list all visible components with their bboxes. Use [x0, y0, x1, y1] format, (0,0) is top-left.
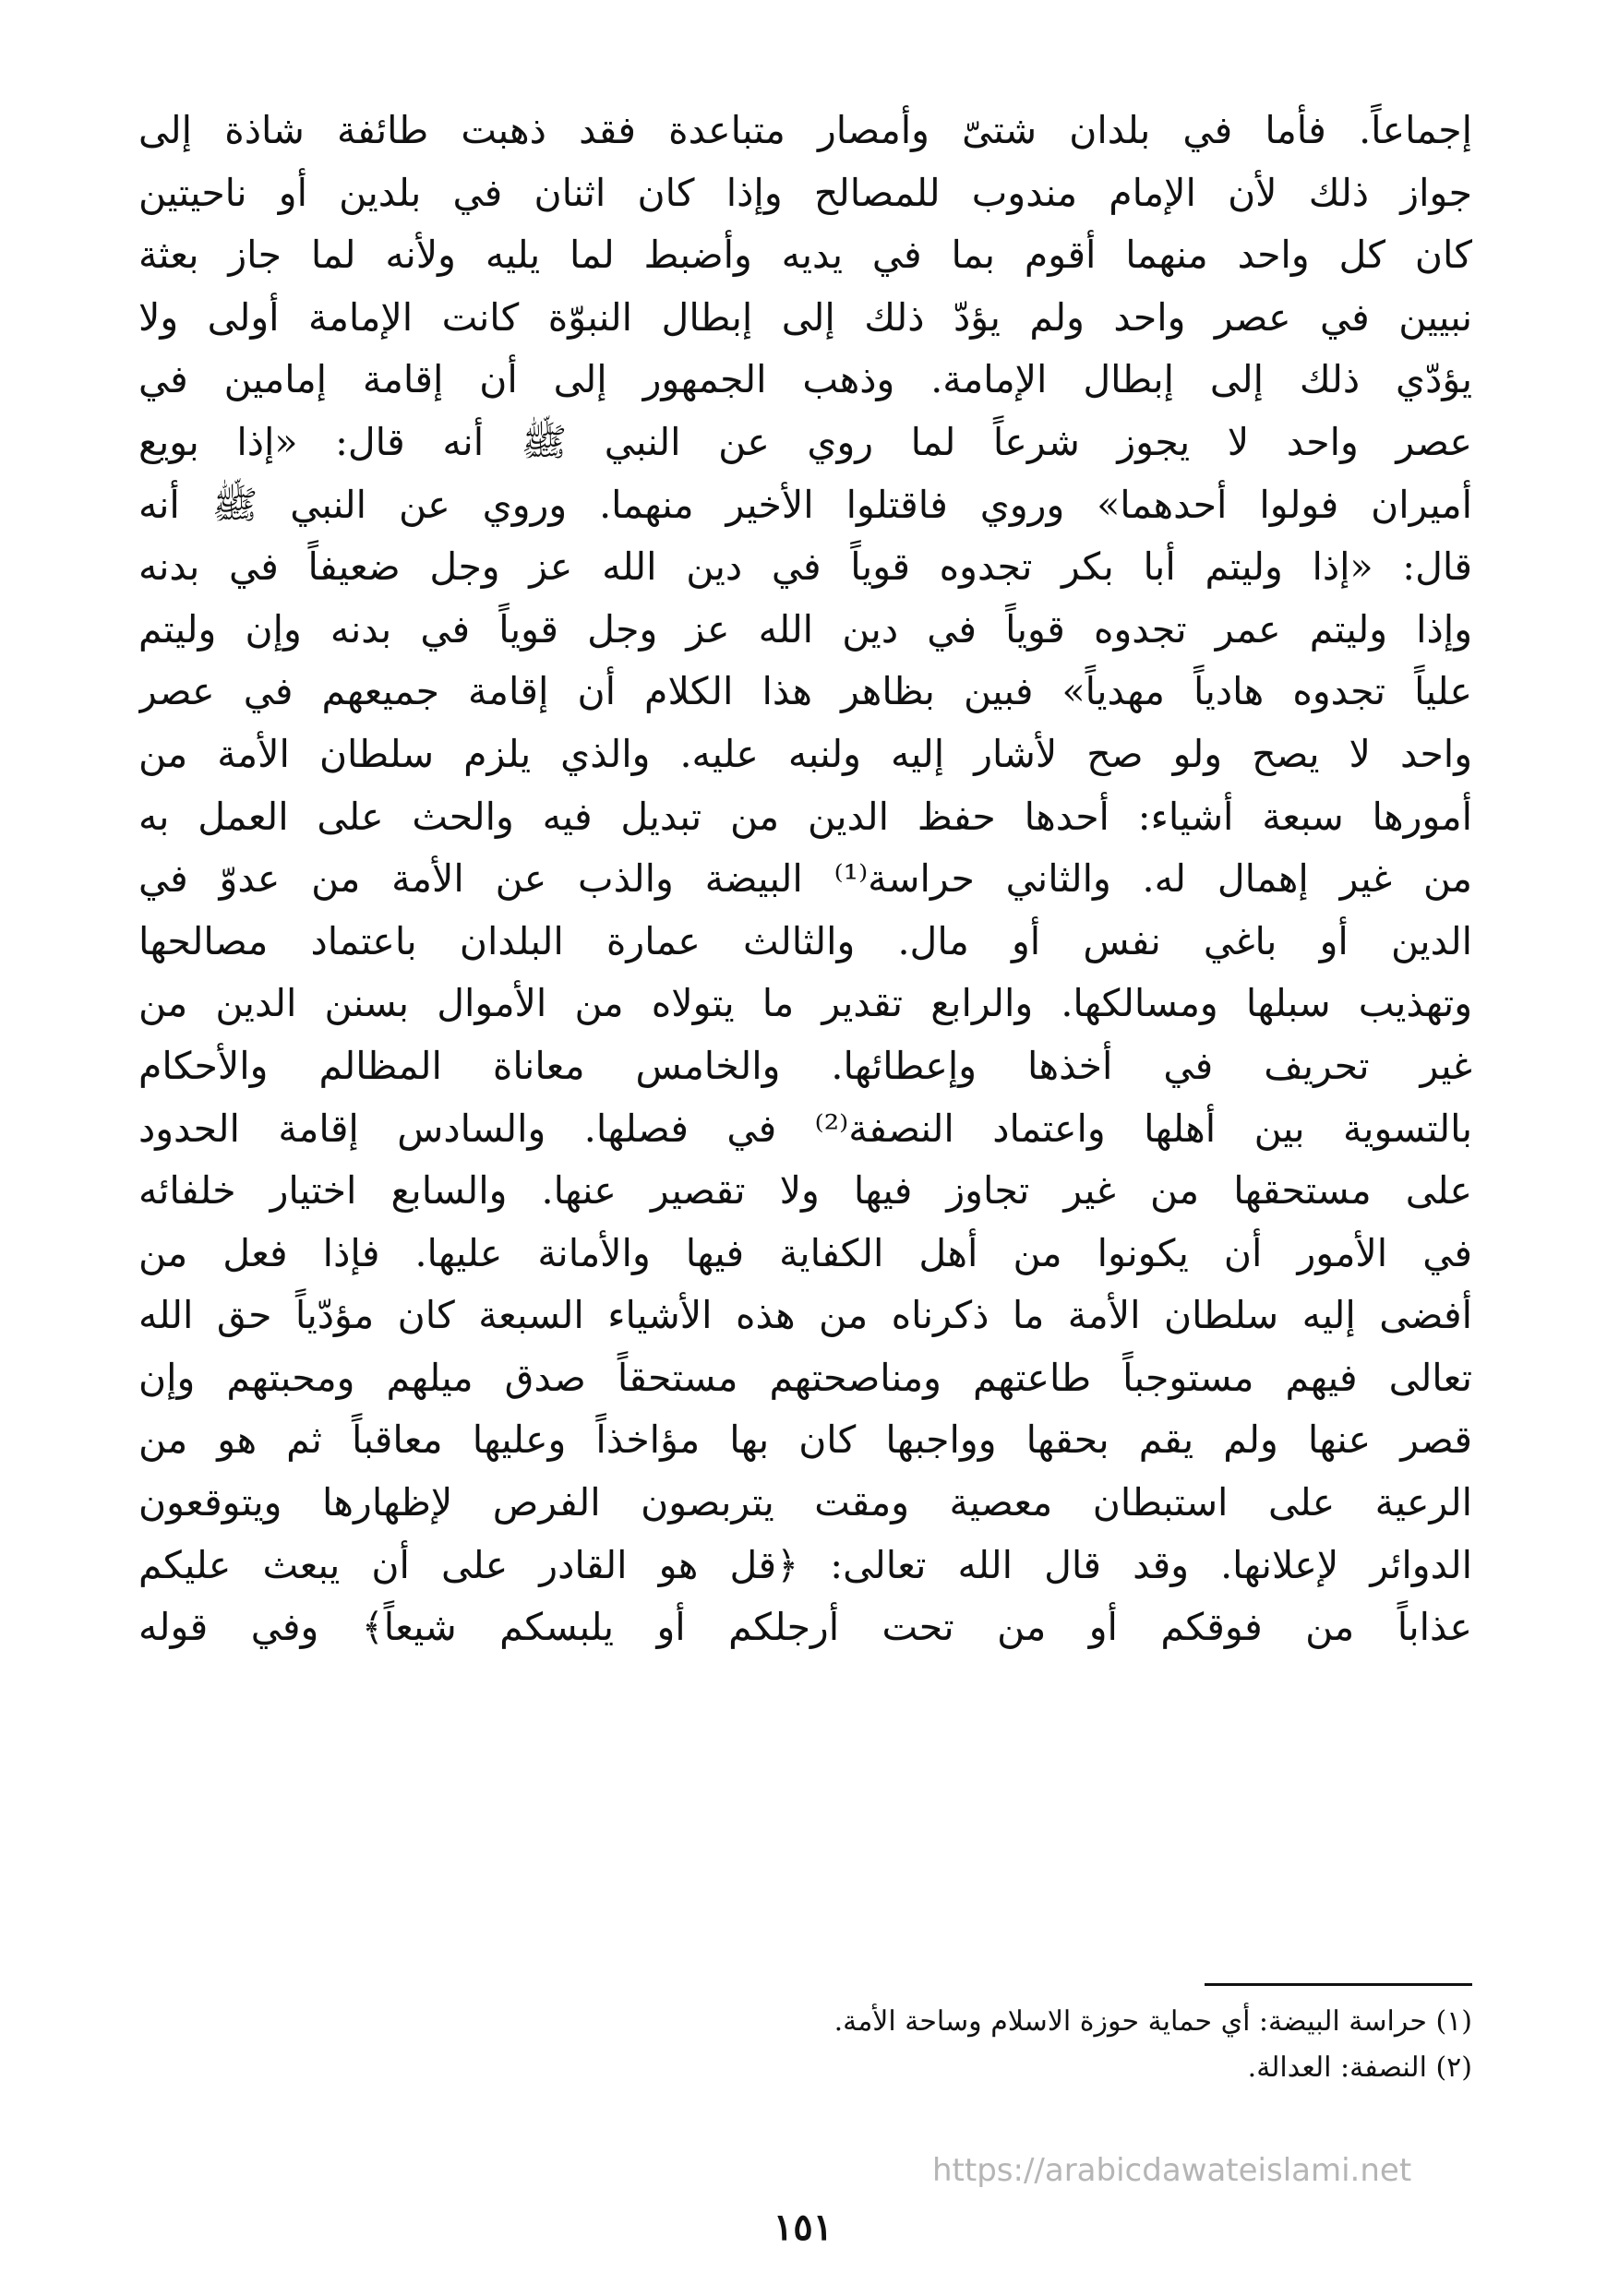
main-text-block	[138, 100, 1472, 1659]
text-line: أميران فولوا أحدهما» وروي فاقتلوا الأخير منهما. وروي عن النبي ﷺ أنه	[138, 482, 1472, 527]
footnotes-block	[138, 1999, 1472, 2091]
text-line: قال: «إذا وليتم أبا بكر تجدوه قوياً في دين الله عز وجل ضعيفاً في بدنه	[138, 544, 1472, 590]
text-line: الدين أو باغي نفس أو مال. والثالث عمارة البلدان باعتماد مصالحها	[138, 918, 1472, 963]
text-line: بالتسوية بين أهلها واعتماد النصفة⁽²⁾ في فصلها. والسادس إقامة الحدود	[138, 1106, 1472, 1151]
page-number: ١٥١	[773, 2206, 833, 2249]
text-line: الدوائر لإعلانها. وقد قال الله تعالى: ﴿قل هو القادر على أن يبعث عليكم	[138, 1542, 1472, 1587]
text-line: وتهذيب سبلها ومسالكها. والرابع تقدير ما يتولاه من الأموال بسنن الدين من	[138, 981, 1472, 1026]
text-line: وإذا وليتم عمر تجدوه قوياً في دين الله عز وجل قوياً في بدنه وإن وليتم	[138, 606, 1472, 652]
text-line: عذاباً من فوقكم أو من تحت أرجلكم أو يلبسكم شيعاً﴾ وفي قوله	[138, 1605, 1472, 1650]
footnote: (٢) النصفة: العدالة.	[1247, 2051, 1472, 2084]
text-line: كان كل واحد منهما أقوم بما في يديه وأضبط لما يليه ولأنه لما جاز بعثة	[138, 233, 1472, 278]
text-line: علياً تجدوه هادياً مهدياً» فبين بظاهر هذا الكلام أن إقامة جميعهم في عصر	[138, 669, 1472, 714]
text-line: إجماعاً. فأما في بلدان شتىّ وأمصار متباعدة فقد ذهبت طائفة شاذة إلى	[138, 108, 1472, 152]
text-line: يؤدّي ذلك إلى إبطال الإمامة. وذهب الجمهور إلى أن إقامة إمامين في	[138, 357, 1472, 402]
text-line: الرعية على استبطان معصية ومقت يتربصون الفرص لإظهارها ويتوقعون	[138, 1480, 1472, 1525]
footnote: (١) حراسة البيضة: أي حماية حوزة الاسلام وساحة الأمة.	[833, 2005, 1472, 2038]
text-line: في الأمور أن يكونوا من أهل الكفاية فيها والأمانة عليها. فإذا فعل من	[138, 1230, 1472, 1275]
text-line: غير تحريف في أخذها وإعطائها. والخامس معاناة المظالم والأحكام	[138, 1043, 1472, 1088]
text-line: أمورها سبعة أشياء: أحدها حفظ الدين من تبديل فيه والحث على العمل به	[138, 794, 1472, 839]
text-line: نبيين في عصر واحد ولم يؤدّ ذلك إلى إبطال النبوّة كانت الإمامة أولى ولا	[138, 294, 1472, 340]
text-line: أفضى إليه سلطان الأمة ما ذكرناه من هذه الأشياء السبعة كان مؤدّياً حق الله	[138, 1293, 1472, 1338]
text-line: عصر واحد لا يجوز شرعاً لما روي عن النبي ﷺ أنه قال: «إذا بويع	[138, 419, 1472, 464]
text-line: من غير إهمال له. والثاني حراسة⁽¹⁾ البيضة والذب عن الأمة من عدوّ في	[138, 856, 1472, 902]
text-line: على مستحقها من غير تجاوز فيها ولا تقصير عنها. والسابع اختيار خلفائه	[138, 1168, 1472, 1214]
footnote-separator	[1205, 1983, 1472, 1986]
watermark-url: https://arabicdawateislami.net	[932, 2152, 1412, 2189]
text-line: قصر عنها ولم يقم بحقها وواجبها كان بها مؤاخذاً وعليها معاقباً ثم هو من	[138, 1417, 1472, 1463]
text-line: تعالى فيهم مستوجباً طاعتهم ومناصحتهم مستحقاً صدق ميلهم ومحبتهم وإن	[138, 1355, 1472, 1400]
text-line: جواز ذلك لأن الإمام مندوب للمصالح وإذا كان اثنان في بلدين أو ناحيتين	[138, 170, 1472, 215]
text-line: واحد لا يصح ولو صح لأشار إليه ولنبه عليه. والذي يلزم سلطان الأمة من	[138, 731, 1472, 776]
